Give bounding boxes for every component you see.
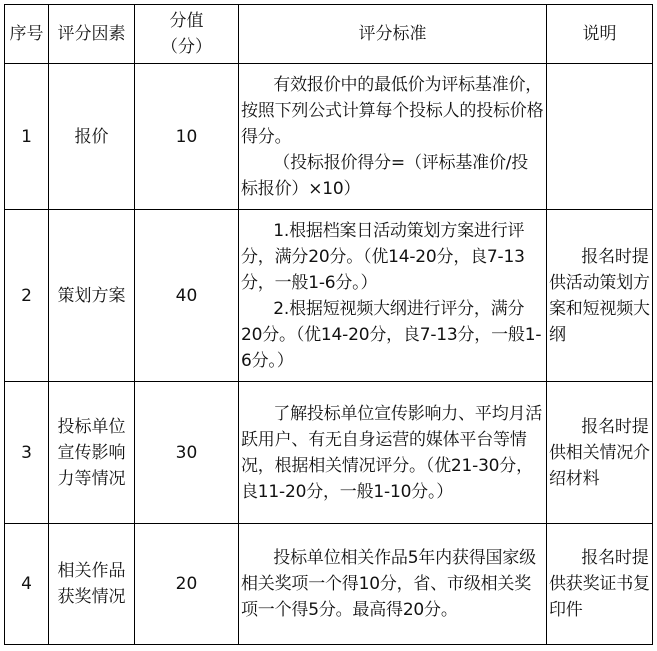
header-factor: 评分因素 (49, 5, 135, 64)
row-standard (239, 64, 547, 210)
row-no: 4 (5, 524, 49, 645)
row-note (547, 382, 653, 524)
standard-paragraph: 2.根据短视频大纲进行评分，满分20分。（优14-20分，良7-13分，一般1-6分。） (241, 298, 542, 371)
row-factor: 相关作品获奖情况 (49, 524, 135, 645)
header-row (5, 5, 653, 64)
row-factor: 策划方案 (49, 210, 135, 382)
row-score: 40 (135, 210, 239, 382)
row-score: 30 (135, 382, 239, 524)
table-row (5, 524, 653, 645)
header-note: 说明 (547, 5, 653, 64)
note-paragraph: 报名时提供活动策划方案和短视频大纲 (549, 246, 650, 345)
row-note (547, 64, 653, 210)
row-score: 20 (135, 524, 239, 645)
row-standard (239, 524, 547, 645)
row-factor: 报价 (49, 64, 135, 210)
table-row (5, 64, 653, 210)
row-no: 2 (5, 210, 49, 382)
header-score-line2: （分） (161, 37, 212, 57)
header-standard: 评分标准 (239, 5, 547, 64)
row-factor: 投标单位宣传影响力等情况 (49, 382, 135, 524)
row-no: 3 (5, 382, 49, 524)
standard-paragraph: 1.根据档案日活动策划方案进行评分，满分20分。（优14-20分，良7-13分，一般1-6分。） (241, 220, 525, 293)
row-standard (239, 210, 547, 382)
header-score-line1: 分值 (169, 11, 204, 31)
scoring-table (4, 4, 653, 645)
header-no: 序号 (5, 5, 49, 64)
standard-paragraph: 了解投标单位宣传影响力、平均月活跃用户、有无自身运营的媒体平台等情况，根据相关情况评分。（优21-30分，良11-20分，一般1-10分。） (241, 403, 543, 502)
row-no: 1 (5, 64, 49, 210)
standard-paragraph: 投标单位相关作品5年内获得国家级相关奖项一个得10分，省、市级相关奖项一个得5分。最高得20分。 (241, 548, 536, 620)
row-score: 10 (135, 64, 239, 210)
standard-paragraph: （投标报价得分=（评标基准价/投标报价）×10） (241, 152, 529, 199)
note-paragraph: 报名时提供相关情况介绍材料 (549, 416, 650, 489)
row-standard (239, 382, 547, 524)
table-row (5, 210, 653, 382)
row-note (547, 524, 653, 645)
row-note (547, 210, 653, 382)
standard-paragraph: 有效报价中的最低价为评标基准价，按照下列公式计算每个投标人的投标价格得分。 (241, 74, 544, 147)
table-row (5, 382, 653, 524)
header-score (135, 5, 239, 64)
note-paragraph: 报名时提供获奖证书复印件 (549, 548, 650, 620)
